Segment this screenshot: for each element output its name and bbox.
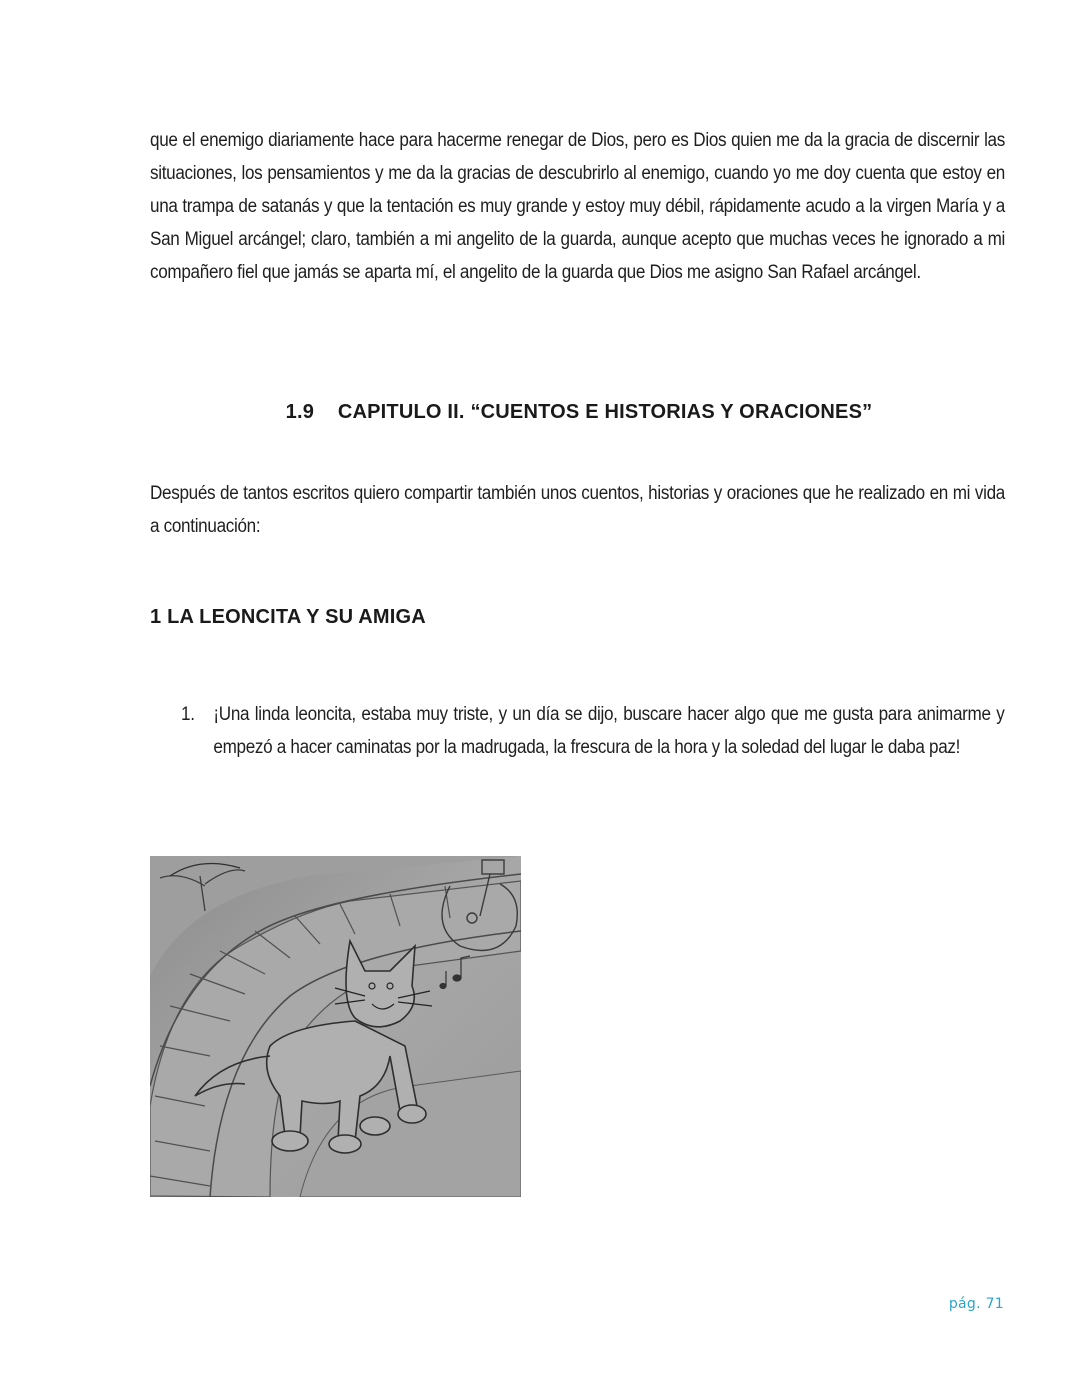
intro-paragraph: Después de tantos escritos quiero compartir también unos cuentos, historias y oraciones que he realizado en mi vida a continuación: (150, 483, 1005, 537)
body-paragraph: que el enemigo diariamente hace para hacerme renegar de Dios, pero es Dios quien me da la gracia de discernir las situaciones, los pensamientos y me da la gracias de descubrirlo al enemigo, cuando yo me doy cuenta que estoy en una trampa de satanás y que la tentación es muy grande y estoy muy débil, rápidamente acudo a la virgen María y a San Miguel arcángel; claro, también a mi angelito de la guarda, aunque acepto que muchas veces he ignorado a mi compañero fiel que jamás se aparta mí, el angelito de la guarda que Dios me asigno San Rafael arcángel. (150, 130, 1005, 283)
chapter-title: CAPITULO II. “CUENTOS E HISTORIAS Y ORACIONES” (337, 401, 873, 423)
list-item (181, 698, 1005, 764)
list-item-text: ¡Una linda leoncita, estaba muy triste, y un día se dijo, buscare hacer algo que me gusta para animarme y empezó a hacer caminatas por la madrugada, la frescura de la hora y la soledad del lugar le daba paz! (213, 704, 1005, 758)
page-number: pág. 71 (948, 1296, 1004, 1312)
pencil-drawing-cat-image (150, 856, 521, 1197)
chapter-heading (0, 401, 1080, 424)
story-heading: 1 LA LEONCITA Y SU AMIGA (150, 606, 426, 628)
list-marker: 1. (181, 704, 195, 725)
chapter-number: 1.9 (285, 401, 315, 423)
